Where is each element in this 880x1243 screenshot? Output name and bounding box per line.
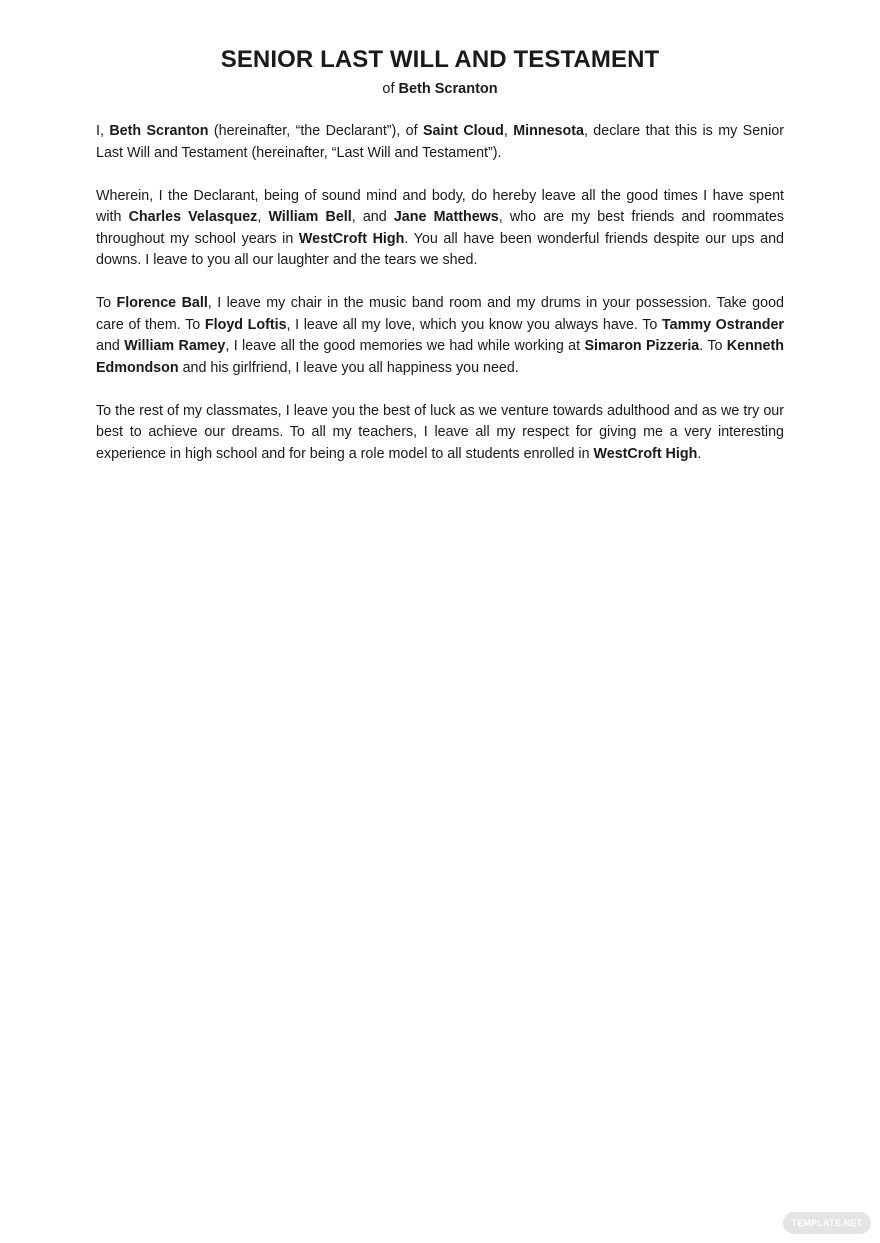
person-name: Florence Ball — [116, 295, 208, 311]
text-run: I, — [96, 123, 110, 139]
text-run: . To — [699, 338, 727, 354]
text-run: To — [96, 295, 117, 311]
paragraph-friends — [96, 186, 784, 272]
document-body — [96, 121, 784, 487]
person-name: William Ramey — [124, 338, 226, 354]
text-run: , — [503, 123, 514, 139]
school-name: WestCroft High — [298, 230, 405, 247]
text-run: , I leave all the good memories we had while working at — [225, 338, 585, 354]
school-name: WestCroft High — [593, 445, 698, 462]
document-subtitle — [0, 79, 880, 99]
person-name: Tammy Ostrander — [662, 316, 784, 333]
text-run: , who are my best friends and roommates throughout my school years in — [96, 209, 784, 247]
text-run: , declare that this is my Senior Last Will and Testament (hereinafter, “Last Will and Testament”). — [96, 123, 784, 161]
paragraph-declaration — [96, 121, 784, 164]
workplace-name: Simaron Pizzeria — [584, 338, 700, 354]
template-net-watermark: TEMPLATE.NET — [783, 1212, 871, 1234]
declarant-name-inline: Beth Scranton — [109, 123, 209, 139]
text-run: and his girlfriend, I leave you all happiness you need. — [178, 359, 519, 376]
declarant-name: Beth Scranton — [398, 81, 498, 97]
text-run: and — [96, 338, 125, 354]
friend-name: Jane Matthews — [393, 209, 499, 225]
friend-name: William Bell — [268, 209, 352, 225]
friend-name: Charles Velasquez — [128, 209, 258, 225]
paragraph-classmates — [96, 401, 784, 466]
text-run: , I leave all my love, which you know you always have. To — [286, 316, 663, 333]
text-run: , I leave my chair in the music band room and my drums in your possession. Take good care of them. To — [96, 295, 784, 333]
city-name: Saint Cloud — [423, 123, 504, 139]
state-name: Minnesota — [513, 123, 584, 139]
subtitle-prefix: of — [382, 81, 399, 97]
text-run: (hereinafter, “the Declarant”), of — [208, 123, 423, 139]
text-run: Wherein, I the Declarant, being of sound mind and body, do hereby leave all the good times I have spent with — [96, 187, 784, 225]
document-title: SENIOR LAST WILL AND TESTAMENT — [220, 46, 660, 73]
text-run: To the rest of my classmates, I leave you the best of luck as we venture towards adulthood and as we try our best to achieve our dreams. To all my teachers, I leave all my respect for giving me a very interesting experience in high school and for being a role model to all students enrolled in — [96, 402, 784, 462]
text-run: . — [697, 445, 702, 462]
text-run: , and — [351, 209, 394, 225]
person-name: Floyd Loftis — [204, 316, 287, 333]
paragraph-bequests — [96, 293, 784, 379]
text-run: , — [257, 209, 269, 225]
text-run: . You all have been wonderful friends despite our ups and downs. I leave to you all our laughter and the tears we shed. — [96, 230, 784, 268]
person-name: Kenneth Edmondson — [96, 338, 784, 376]
